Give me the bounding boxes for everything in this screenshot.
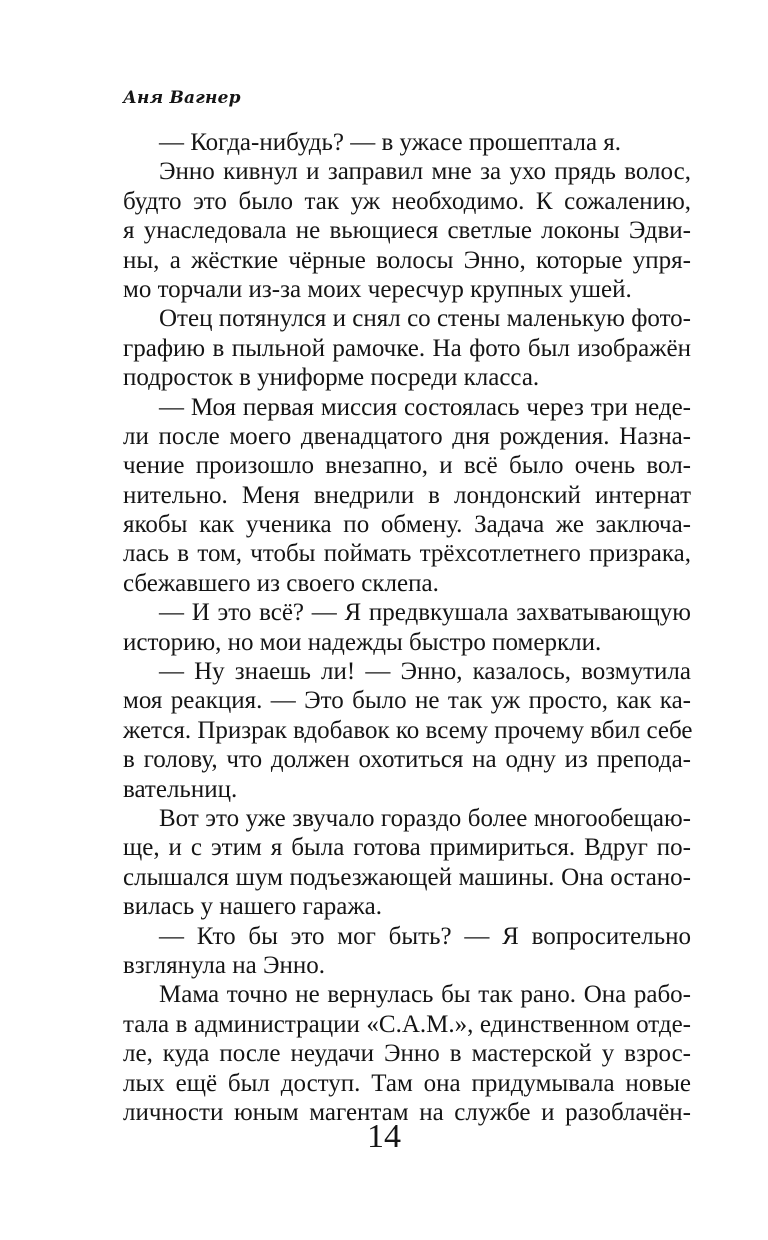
- text-line: слышался шум подъезжающей машины. Она остано-: [123, 863, 691, 891]
- text-line: ли после моего двенадцатого дня рождения. Назна-: [123, 422, 691, 450]
- text-line: будто это было так уж необходимо. К сожалению,: [123, 187, 691, 215]
- text-line: тала в администрации «С.А.М.», единственном отде-: [123, 1010, 691, 1038]
- text-line: лых ещё был доступ. Там она придумывала новые: [123, 1069, 691, 1097]
- text-line: — Моя первая миссия состоялась через три неде-: [159, 393, 691, 421]
- text-line: — Когда-нибудь? — в ужасе прошептала я.: [159, 129, 622, 156]
- text-line: вательниц.: [123, 775, 238, 803]
- text-line: личности юным магентам на службе и разоблачён-: [123, 1098, 691, 1126]
- text-line: чение произошло внезапно, и всё было очень вол-: [123, 452, 691, 480]
- text-line: моя реакция. — Это было не так уж просто, как ка-: [123, 687, 691, 715]
- body-text: [123, 128, 691, 1127]
- text-line: подросток в униформе посреди класса.: [123, 364, 540, 392]
- text-line: я унаследовала не вьющиеся светлые локоны Эдви-: [123, 217, 691, 245]
- text-line: жется. Призрак вдобавок ко всему прочему вбил себе: [123, 716, 693, 744]
- text-line: Вот это уже звучало гораздо более многообещаю-: [159, 804, 691, 832]
- text-line: историю, но мои надежды быстро померкли.: [123, 628, 602, 656]
- text-line: нительно. Меня внедрили в лондонский интернат: [123, 481, 691, 509]
- running-head-author: Аня Вагнер: [123, 88, 241, 108]
- text-line: взглянула на Энно.: [123, 951, 325, 979]
- text-line: Энно кивнул и заправил мне за ухо прядь волос,: [159, 158, 691, 186]
- text-line: Мама точно не вернулась бы так рано. Она рабо-: [159, 981, 691, 1009]
- text-line: — Ну знаешь ли! — Энно, казалось, возмутила: [159, 658, 691, 686]
- text-line: ле, куда после неудачи Энно в мастерской у взрос-: [123, 1040, 691, 1068]
- page-number: 14: [367, 1118, 401, 1155]
- text-line: — Кто бы это мог быть? — Я вопросительно: [159, 922, 691, 950]
- text-line: якобы как ученика по обмену. Задача же заключа-: [123, 511, 691, 539]
- text-line: ны, а жёсткие чёрные волосы Энно, которые упря-: [123, 246, 691, 274]
- text-line: графию в пыльной рамочке. На фото был изображён: [123, 334, 691, 362]
- text-line: Отец потянулся и снял со стены маленькую фото-: [159, 305, 691, 333]
- text-line: ще, и с этим я была готова примириться. Вдруг по-: [123, 834, 691, 862]
- text-line: вилась у нашего гаража.: [123, 893, 383, 921]
- text-line: лась в том, чтобы поймать трёхсотлетнего призрака,: [123, 540, 691, 568]
- text-line: мо торчали из-за моих чересчур крупных ушей.: [123, 275, 632, 303]
- text-line: в голову, что должен охотиться на одну из препода-: [123, 746, 691, 774]
- text-line: — И это всё? — Я предвкушала захватывающую: [159, 599, 691, 627]
- text-line: сбежавшего из своего склепа.: [123, 569, 439, 597]
